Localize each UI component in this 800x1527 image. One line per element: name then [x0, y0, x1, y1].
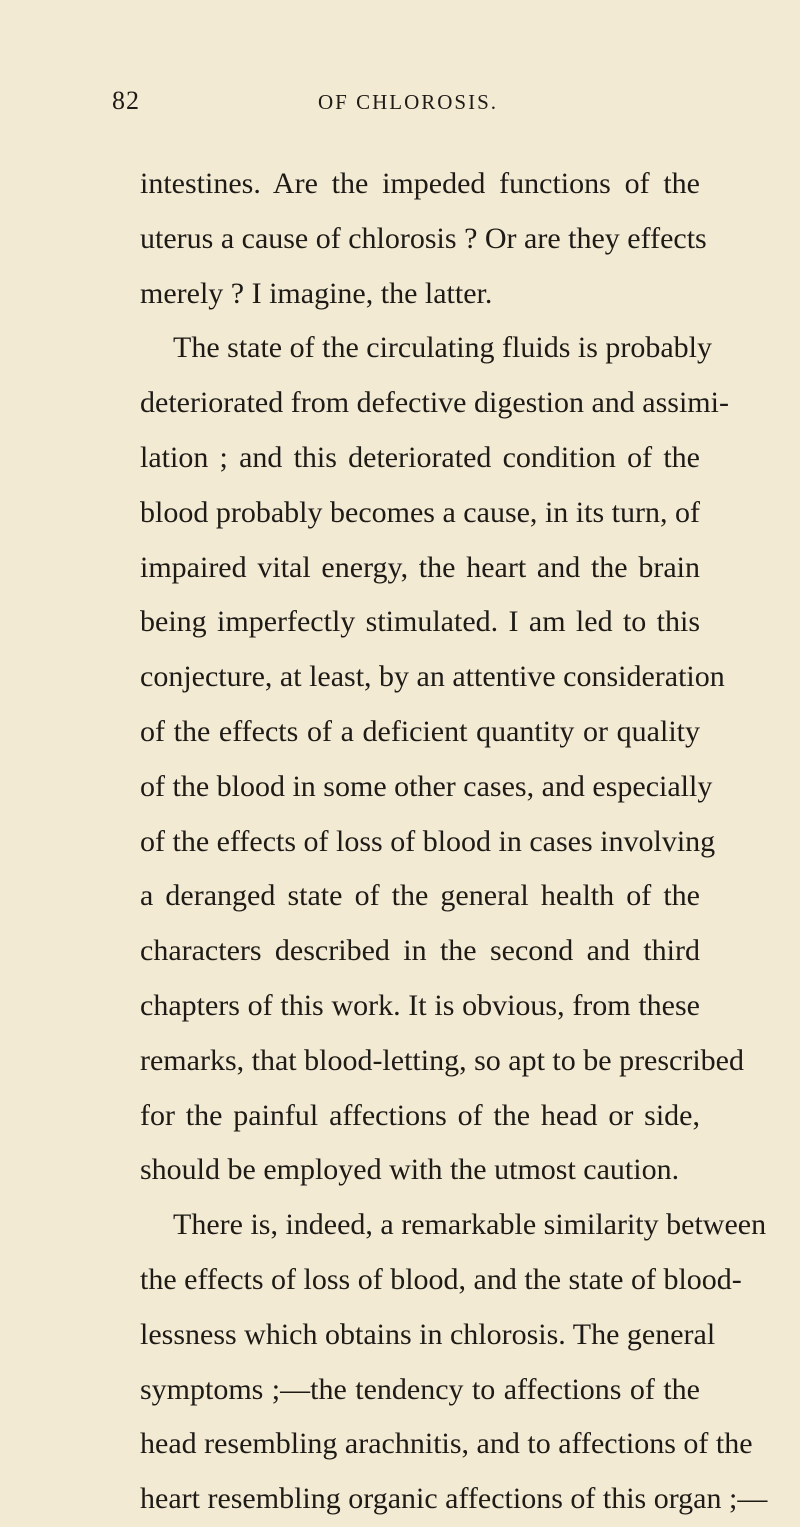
text-line: merely ? I imagine, the latter.: [140, 276, 493, 310]
running-title: OF CHLOROSIS.: [318, 90, 499, 114]
text-line: of the blood in some other cases, and especially: [140, 769, 713, 803]
running-head: [0, 86, 800, 126]
text-line: blood probably becomes a cause, in its turn, of: [140, 495, 700, 529]
text-line: heart resembling organic affections of this organ ;—: [140, 1482, 768, 1516]
text-line: being imperfectly stimulated. I am led to this: [140, 605, 700, 639]
text-line: of the effects of a deficient quantity or quality: [140, 714, 700, 748]
text-line: remarks, that blood-letting, so apt to be prescribed: [140, 1043, 744, 1077]
body-text: [140, 157, 768, 1527]
text-line: a deranged state of the general health of the: [140, 879, 700, 913]
text-line: deteriorated from defective digestion and assimi-: [140, 386, 729, 420]
text-line: intestines. Are the impeded functions of the: [140, 167, 700, 200]
page-number: 82: [112, 86, 140, 115]
text-line: chapters of this work. It is obvious, from these: [140, 988, 700, 1022]
text-line: impaired vital energy, the heart and the brain: [140, 550, 700, 584]
text-line: head resembling arachnitis, and to affections of the: [140, 1427, 753, 1461]
text-line: lation ; and this deteriorated condition of the: [140, 440, 700, 474]
text-line: of the effects of loss of blood in cases involving: [140, 824, 716, 858]
text-line: The state of the circulating fluids is probably: [173, 331, 713, 365]
text-line: the effects of loss of blood, and the state of blood-: [140, 1262, 742, 1296]
text-line: for the painful affections of the head or side,: [140, 1098, 700, 1132]
text-line: characters described in the second and third: [140, 934, 700, 968]
text-line: symptoms ;—the tendency to affections of the: [140, 1372, 700, 1406]
text-line: should be employed with the utmost caution.: [140, 1153, 680, 1187]
text-line: uterus a cause of chlorosis ? Or are they effects: [140, 221, 707, 255]
text-line: lessness which obtains in chlorosis. The general: [140, 1317, 716, 1351]
text-line: conjecture, at least, by an attentive consideration: [140, 660, 725, 694]
text-line: There is, indeed, a remarkable similarity between: [173, 1208, 767, 1242]
